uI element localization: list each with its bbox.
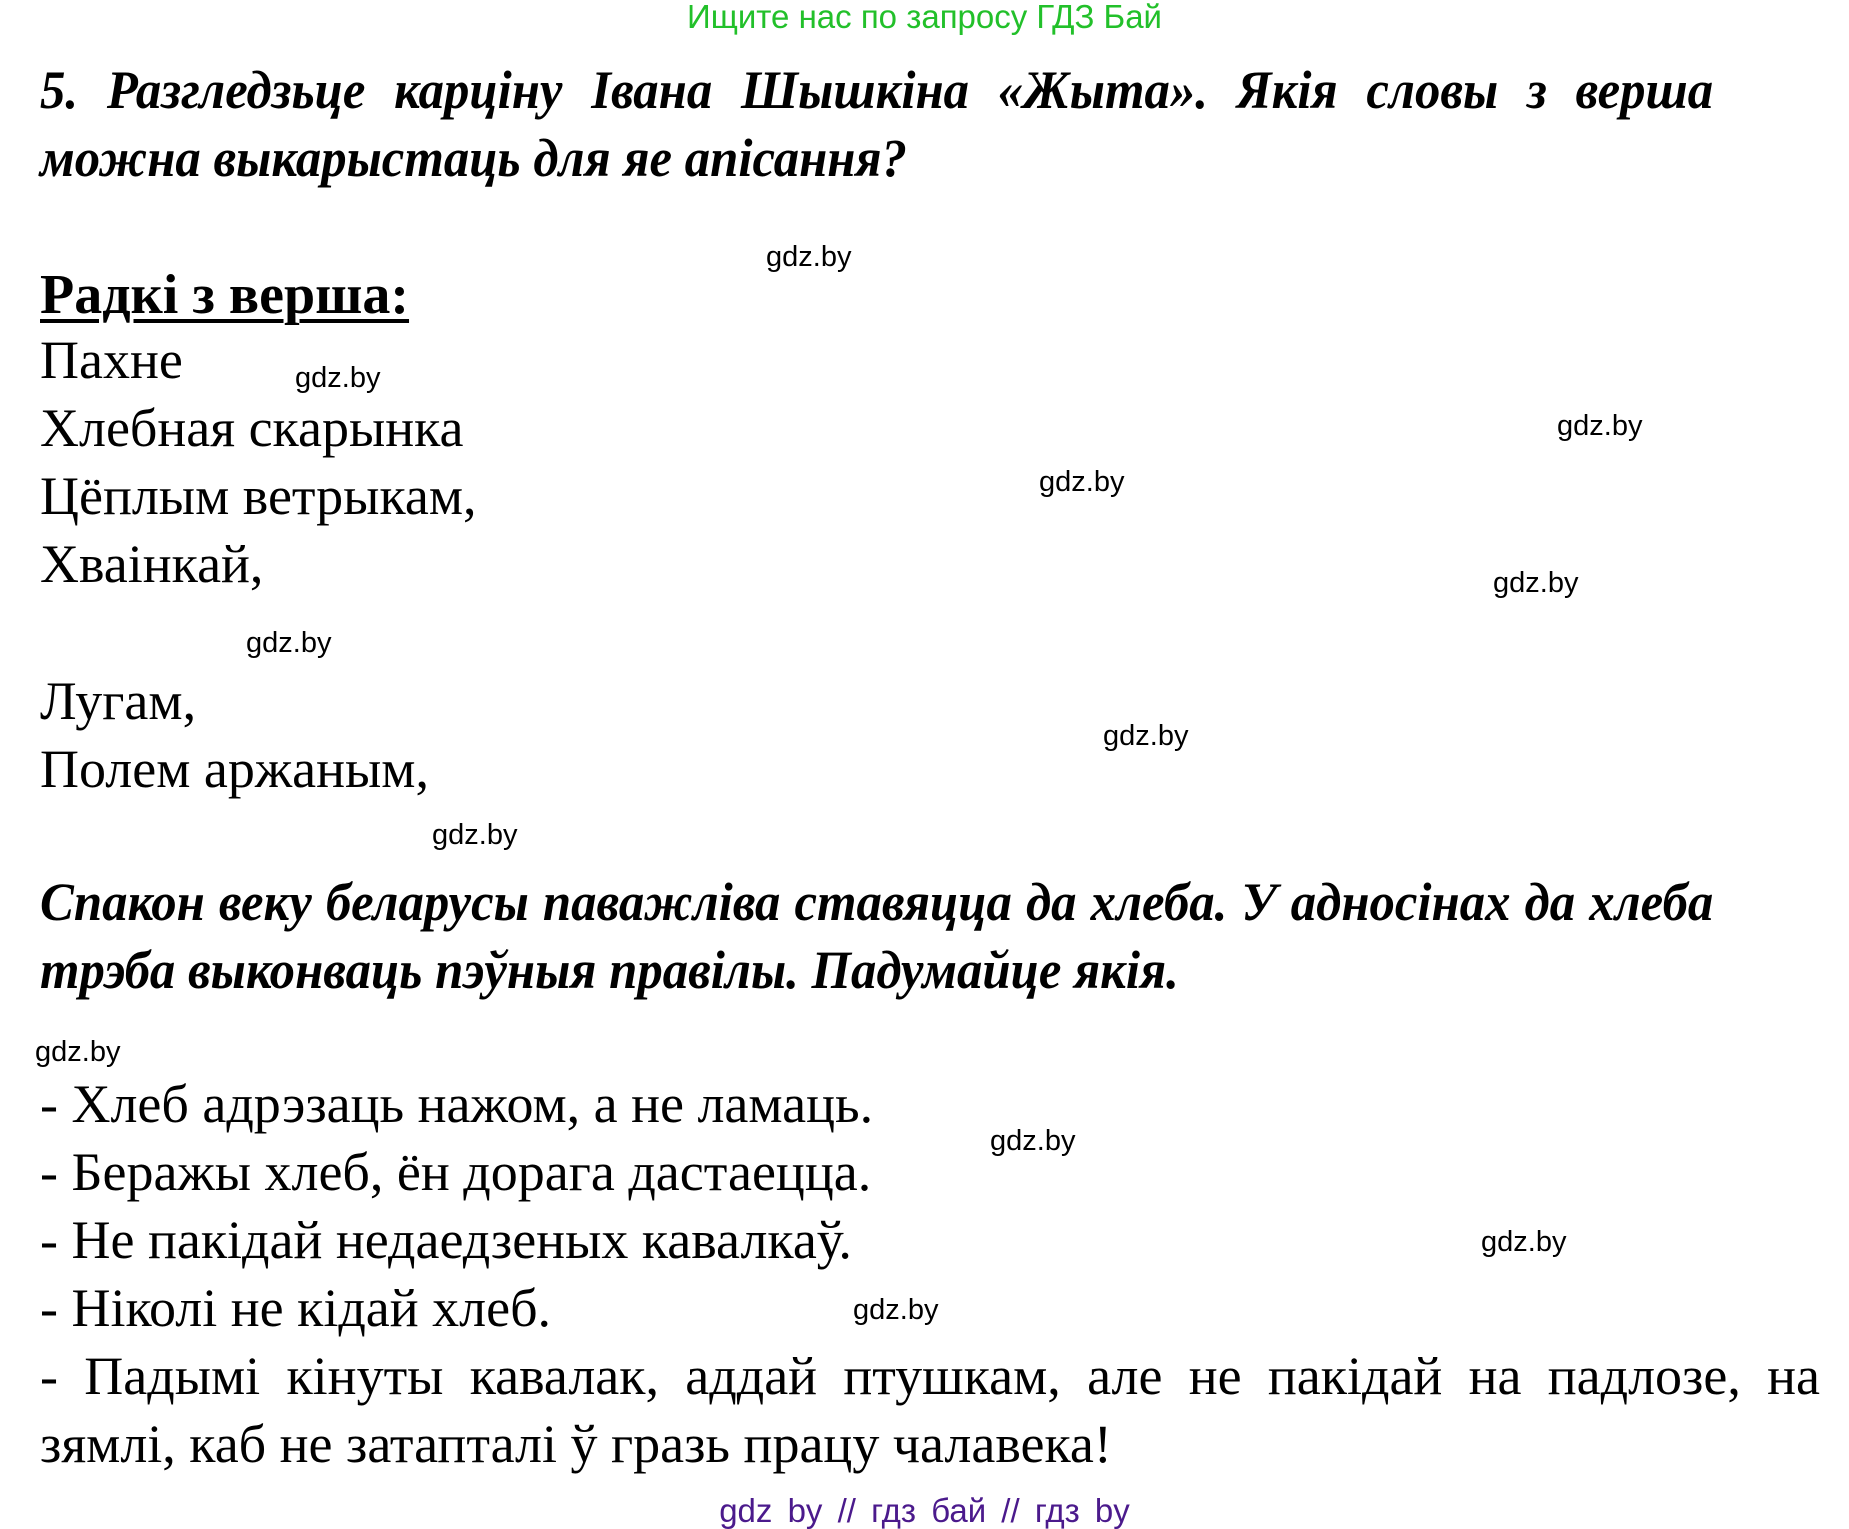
- rule-item: - Беражы хлеб, ён дорага дастаецца.: [40, 1142, 872, 1202]
- rule-item: - Ніколі не кідай хлеб.: [40, 1278, 552, 1338]
- poem-line: Лугам,: [40, 671, 197, 731]
- watermark: gdz.by: [295, 362, 381, 394]
- task-5-question: [40, 56, 1713, 192]
- poem-line: Хваінкай,: [40, 534, 264, 594]
- task-5-line-2: можна выкарыстаць для яе апісання?: [40, 128, 907, 188]
- task-6-line-2: хлеба трэба выконваць пэўныя правілы. Падумайце якія.: [40, 872, 1714, 1000]
- poem-line: Пахне: [40, 330, 183, 390]
- search-hint-banner: Ищите нас по запросу ГДЗ Бай: [687, 0, 1162, 35]
- poem-heading: Радкі з верша:: [40, 264, 410, 326]
- rule-item: - Падымі кінуты кавалак, аддай птушкам, але не пакідай на падлозе, на зямлі, каб не затапталі ў гразь працу чалавека!: [40, 1346, 1820, 1474]
- watermark: gdz.by: [853, 1294, 939, 1326]
- watermark: gdz.by: [432, 819, 518, 851]
- watermark: gdz.by: [1103, 720, 1189, 752]
- watermark: gdz.by: [1039, 466, 1125, 498]
- task-5-line-1: 5. Разгледзьце карціну Івана Шышкіна «Жыта». Якія словы з верша: [40, 60, 1714, 120]
- watermark: gdz.by: [990, 1125, 1076, 1157]
- task-6-question: [40, 868, 1713, 1004]
- watermark: gdz.by: [246, 627, 332, 659]
- watermark: gdz.by: [1493, 567, 1579, 599]
- task-6-line-1: Спакон веку беларусы паважліва ставяцца да хлеба. У адносінах да: [40, 872, 1576, 932]
- rule-item: - Не пакідай недаедзеных кавалкаў.: [40, 1210, 852, 1270]
- watermark: gdz.by: [766, 241, 852, 273]
- poem-line: Цёплым ветрыкам,: [40, 466, 477, 526]
- watermark: gdz.by: [1557, 410, 1643, 442]
- footer-watermark: gdz by // гдз бай // гдз by: [719, 1492, 1130, 1529]
- watermark: gdz.by: [35, 1036, 121, 1068]
- poem-line: Полем аржаным,: [40, 739, 429, 799]
- rule-item: - Хлеб адрэзаць нажом, а не ламаць.: [40, 1074, 874, 1134]
- watermark: gdz.by: [1481, 1226, 1567, 1258]
- poem-line: Хлебная скарынка: [40, 398, 464, 458]
